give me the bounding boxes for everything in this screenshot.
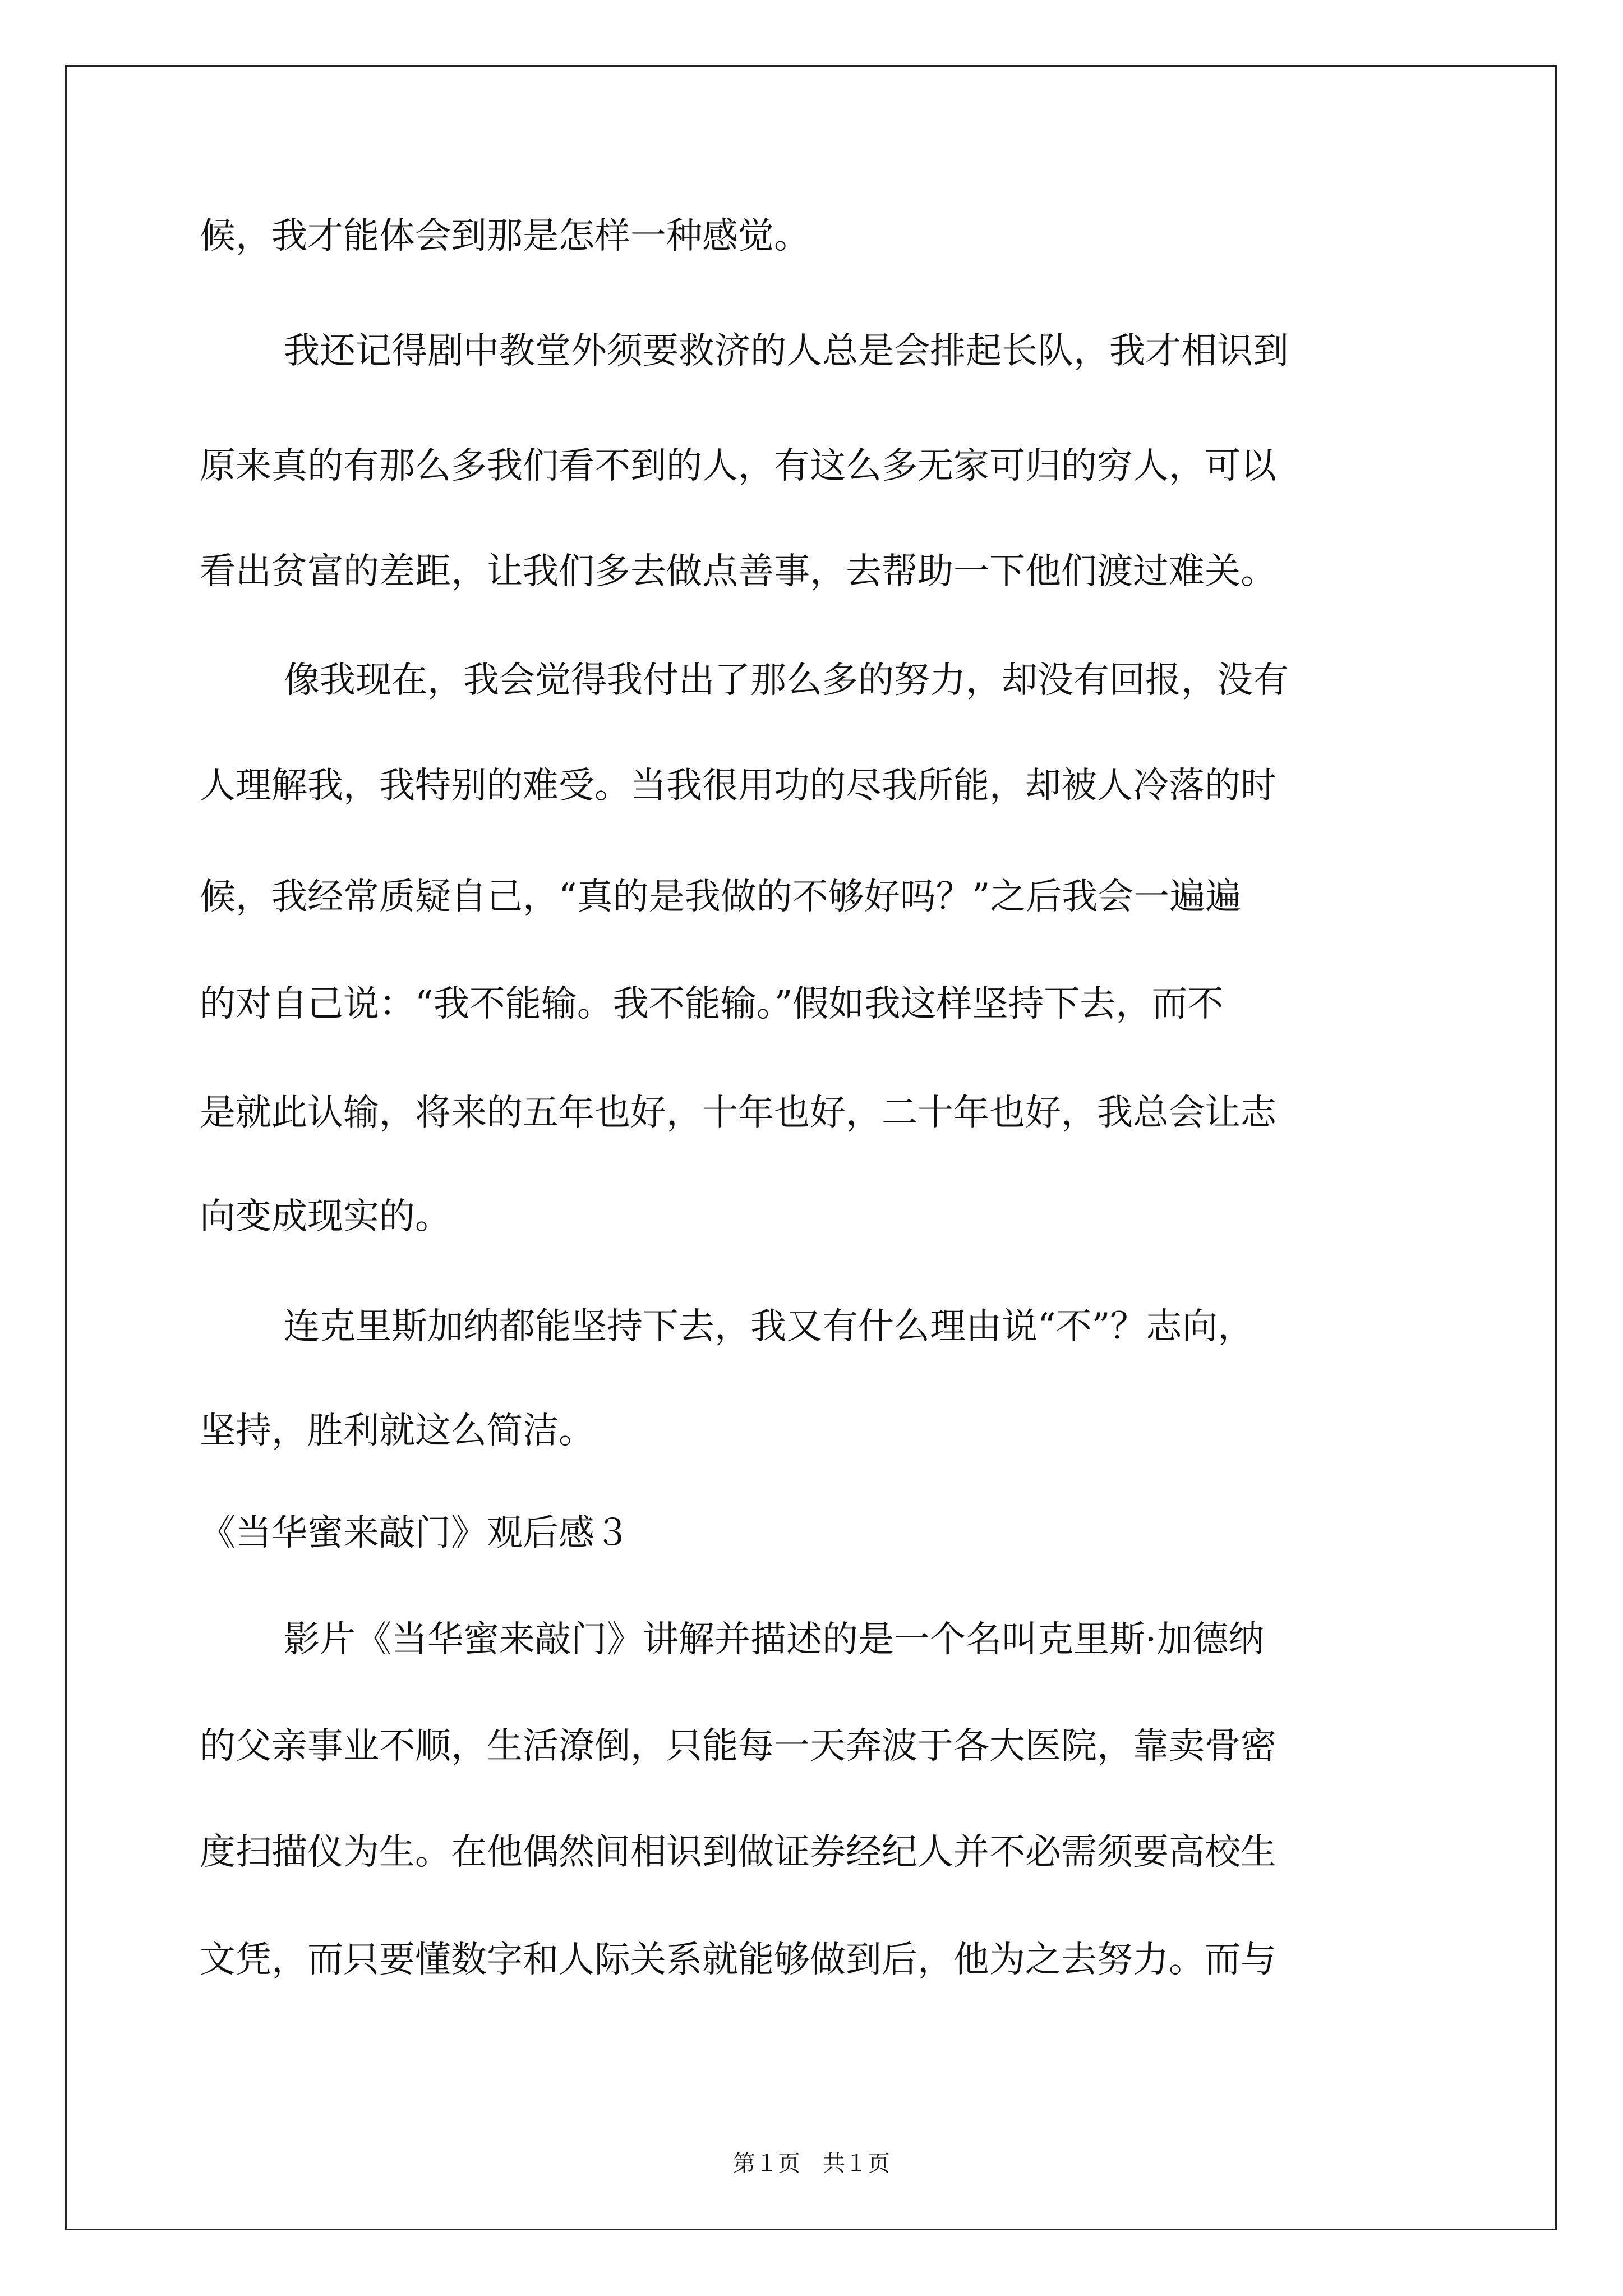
page-footer: 第１页 共１页 [733,2151,890,2177]
text-line: 我还记得剧中教堂外须要救济的人总是会排起长队，我才相识到 [284,330,1289,372]
text-line: 人理解我，我特别的难受。当我很用功的尽我所能，却被人冷落的时 [200,765,1276,807]
text-line: 向变成现实的。 [200,1196,451,1237]
section-heading: 《当华蜜来敲门》观后感３ [200,1512,630,1554]
text-line: 的父亲事业不顺，生活潦倒，只能每一天奔波于各大医院，靠卖骨密 [200,1726,1276,1767]
text-line: 看出贫富的差距，让我们多去做点善事，去帮助一下他们渡过难关。 [200,551,1276,592]
text-line: 候，我才能体会到那是怎样一种感觉。 [200,215,810,257]
text-line: 度扫描仪为生。在他偶然间相识到做证券经纪人并不必需须要高校生 [200,1832,1276,1873]
text-line: 原来真的有那么多我们看不到的人，有这么多无家可归的穷人，可以 [200,445,1276,487]
text-line: 的对自己说：“我不能输。我不能输。”假如我这样坚持下去，而不 [200,983,1224,1025]
text-line: 影片《当华蜜来敲门》讲解并描述的是一个名叫克里斯·加德纳 [284,1619,1265,1660]
text-line: 文凭，而只要懂数字和人际关系就能够做到后，他为之去努力。而与 [200,1939,1276,1981]
page-border [65,65,1557,2230]
text-line: 坚持，胜利就这么简洁。 [200,1410,594,1452]
text-line: 像我现在，我会觉得我付出了那么多的努力，却没有回报，没有 [284,660,1289,701]
text-line: 是就此认输，将来的五年也好，十年也好，二十年也好，我总会让志 [200,1092,1276,1134]
text-line: 候，我经常质疑自己，“真的是我做的不够好吗？”之后我会一遍遍 [200,876,1242,918]
text-line: 连克里斯加纳都能坚持下去，我又有什么理由说“不”？志向， [284,1306,1254,1347]
